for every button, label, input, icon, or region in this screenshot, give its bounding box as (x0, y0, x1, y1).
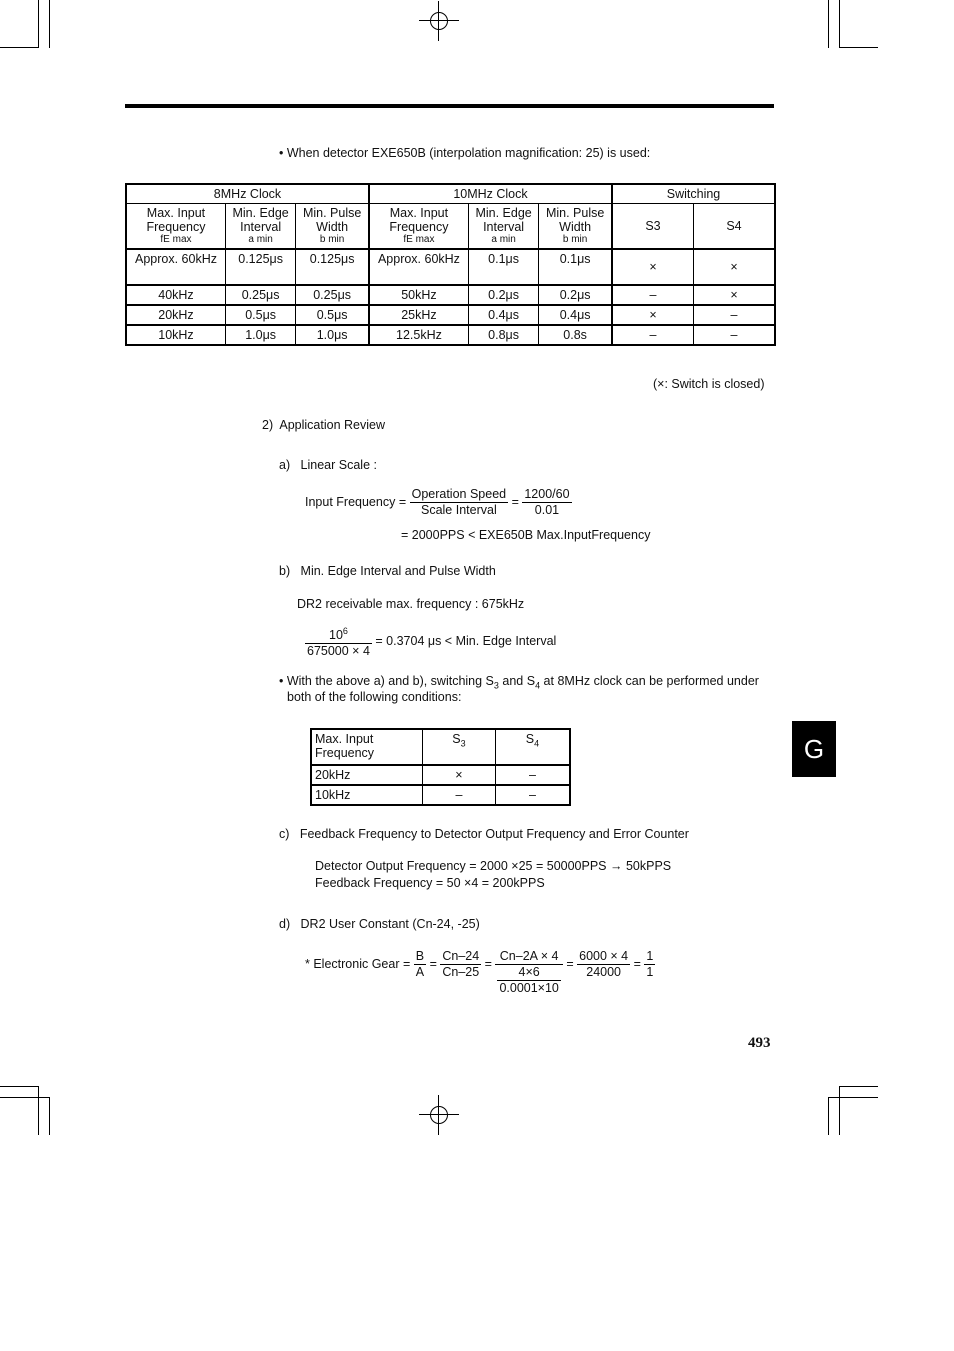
crop-mark (828, 0, 829, 48)
table-cell: × (694, 249, 776, 285)
table-cell: 20kHz (311, 765, 423, 785)
crop-mark (38, 1086, 39, 1135)
table-row (311, 765, 570, 785)
table-cell: 50kHz (369, 285, 468, 305)
column-header: Max. Input Frequency (311, 729, 423, 765)
table-cell: 1.0μs (296, 325, 369, 345)
column-header: Max. Input Frequency fE max (126, 204, 225, 250)
conditions-text-2: both of the following conditions: (287, 690, 462, 704)
equation-linear-scale: Input Frequency = $\frac{\text{Operation Speed}}{\text{Scale Interval}}$ = $\frac{1200/60}{0.01}$ (305, 487, 570, 517)
table-row (126, 204, 775, 250)
table-note: (×: Switch is closed) (653, 377, 765, 391)
section-tab-g: G (792, 721, 836, 777)
group-header: 8MHz Clock (126, 184, 369, 204)
table-cell: 20kHz (126, 305, 225, 325)
detector-output-text: Detector Output Frequency = 2000 ×25 = 50000PPS → 50kPPS (315, 859, 672, 873)
crop-mark (839, 1086, 878, 1087)
section-heading: b) Min. Edge Interval and Pulse Width (279, 564, 496, 578)
table-row (126, 184, 775, 204)
table-cell: 0.8s (539, 325, 612, 345)
section-heading: d) DR2 User Constant (Cn-24, -25) (279, 917, 480, 931)
section-heading: c) Feedback Frequency to Detector Output Frequency and Error Counter (279, 827, 689, 841)
crop-mark (839, 47, 878, 48)
table-cell: – (694, 305, 776, 325)
table-row (126, 249, 775, 285)
table-cell: 12.5kHz (369, 325, 468, 345)
table-cell: – (694, 325, 776, 345)
table-cell: 10kHz (311, 785, 423, 805)
group-header: 10MHz Clock (369, 184, 612, 204)
table-cell: 40kHz (126, 285, 225, 305)
table-cell: × (612, 305, 694, 325)
crop-mark (0, 1086, 38, 1087)
crop-mark (828, 1097, 878, 1098)
table-cell: 0.4μs (539, 305, 612, 325)
crop-mark (0, 47, 38, 48)
crop-mark (49, 0, 50, 48)
registration-mark-icon (419, 1095, 459, 1135)
table-cell: 0.2μs (539, 285, 612, 305)
table-cell: – (612, 285, 694, 305)
column-header: Min. Edge Interval a min (468, 204, 538, 250)
table-cell: Approx. 60kHz (369, 249, 468, 285)
dr2-frequency-text: DR2 receivable max. frequency : 675kHz (297, 597, 525, 611)
table-cell: – (612, 325, 694, 345)
equation-result: = 2000PPS < EXE650B Max.InputFrequency (401, 528, 651, 542)
table-cell: Approx. 60kHz (126, 249, 225, 285)
table-cell: 0.5μs (296, 305, 369, 325)
table-row (126, 325, 775, 345)
table-cell: 0.125μs (225, 249, 295, 285)
crop-mark (839, 0, 840, 48)
table-cell: 0.125μs (296, 249, 369, 285)
conditions-table (310, 728, 571, 806)
table-cell: 10kHz (126, 325, 225, 345)
page-number: 493 (748, 1035, 771, 1051)
crop-mark (38, 0, 39, 48)
table-cell: 0.2μs (468, 285, 538, 305)
table-cell: 0.8μs (468, 325, 538, 345)
column-header: $S_3$ (423, 729, 496, 765)
column-header: S3 (612, 204, 694, 250)
group-header: Switching (612, 184, 775, 204)
crop-mark (0, 1097, 50, 1098)
equation-electronic-gear: * Electronic Gear = $\frac{B}{A}$ = $\frac{Cn-24}{Cn-25}$ = $\frac{Cn-2A \times 4}{\frac{4\times 6}{0.0001\times 10}}$ = $\frac{6000 \times 4}{24000}$ = $\frac{1}{1}$ (305, 949, 654, 995)
column-header: Max. Input Frequency fE max (369, 204, 468, 250)
column-header: Min. Pulse Width b min (296, 204, 369, 250)
table-cell: 1.0μs (225, 325, 295, 345)
table-cell: 0.25μs (225, 285, 295, 305)
column-header: Min. Edge Interval a min (225, 204, 295, 250)
column-header: S4 (694, 204, 776, 250)
table-cell: 0.1μs (468, 249, 538, 285)
column-header: $S_4$ (495, 729, 570, 765)
table-row (126, 305, 775, 325)
section-heading: 2) Application Review (262, 418, 385, 432)
table-cell: 25kHz (369, 305, 468, 325)
conditions-text: • With the above a) and b), switching $S_3$ and $S_4$ at 8MHz clock can be performed under (279, 674, 759, 691)
table-row (311, 785, 570, 805)
equation-edge-interval: $\frac{10^6}{675000 \times 4}$ = 0.3704 μs < Min. Edge Interval (307, 626, 557, 659)
registration-mark-icon (419, 1, 459, 41)
intro-text: • When detector EXE650B (interpolation magnification: 25) is used: (279, 146, 651, 160)
table-cell: × (612, 249, 694, 285)
table-cell: 0.5μs (225, 305, 295, 325)
feedback-frequency-text: Feedback Frequency = 50 ×4 = 200kPPS (315, 876, 545, 890)
crop-mark (49, 1097, 50, 1135)
table-cell: 0.4μs (468, 305, 538, 325)
table-cell: × (694, 285, 776, 305)
table-row (126, 285, 775, 305)
table-cell: 0.25μs (296, 285, 369, 305)
crop-mark (839, 1086, 840, 1135)
table-row (311, 729, 570, 765)
crop-mark (828, 1097, 829, 1135)
table-cell: – (495, 785, 570, 805)
header-rule (125, 104, 774, 108)
table-cell: × (423, 765, 496, 785)
switching-table (125, 183, 776, 346)
column-header: Min. Pulse Width b min (539, 204, 612, 250)
section-heading: a) Linear Scale : (279, 458, 377, 472)
table-cell: 0.1μs (539, 249, 612, 285)
table-cell: – (495, 765, 570, 785)
table-cell: – (423, 785, 496, 805)
